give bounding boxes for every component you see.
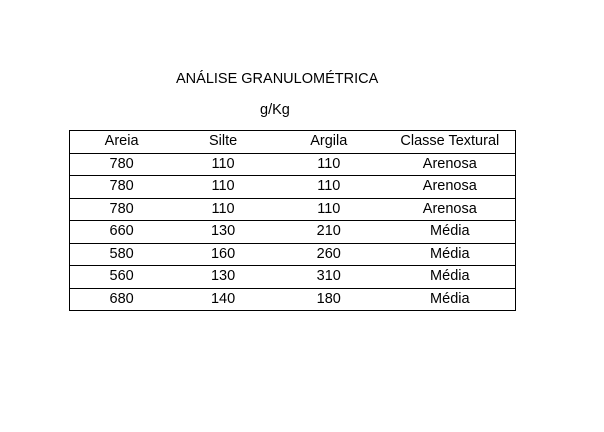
cell-silte: 110	[173, 176, 273, 199]
header-areia: Areia	[70, 131, 174, 154]
table-row	[70, 266, 516, 289]
cell-classe-textural: Arenosa	[385, 176, 516, 199]
cell-areia: 780	[70, 176, 174, 199]
cell-areia: 660	[70, 221, 174, 244]
cell-classe-textural: Média	[385, 221, 516, 244]
cell-silte: 110	[173, 153, 273, 176]
cell-argila: 180	[273, 288, 385, 311]
cell-areia: 580	[70, 243, 174, 266]
header-classe-textural: Classe Textural	[385, 131, 516, 154]
cell-argila: 310	[273, 266, 385, 289]
cell-argila: 210	[273, 221, 385, 244]
cell-areia: 560	[70, 266, 174, 289]
cell-argila: 110	[273, 176, 385, 199]
header-argila: Argila	[273, 131, 385, 154]
cell-classe-textural: Arenosa	[385, 153, 516, 176]
table-row	[70, 288, 516, 311]
cell-silte: 110	[173, 198, 273, 221]
cell-silte: 140	[173, 288, 273, 311]
cell-argila: 260	[273, 243, 385, 266]
table-row	[70, 153, 516, 176]
cell-argila: 110	[273, 153, 385, 176]
table-header-row	[70, 131, 516, 154]
cell-classe-textural: Arenosa	[385, 198, 516, 221]
document-title: ANÁLISE GRANULOMÉTRICA	[176, 71, 379, 87]
header-silte: Silte	[173, 131, 273, 154]
table-row	[70, 198, 516, 221]
table-row	[70, 176, 516, 199]
cell-argila: 110	[273, 198, 385, 221]
cell-areia: 780	[70, 153, 174, 176]
cell-silte: 130	[173, 266, 273, 289]
cell-classe-textural: Média	[385, 266, 516, 289]
unit-label: g/Kg	[260, 102, 290, 118]
table-row	[70, 221, 516, 244]
granulometry-table	[69, 130, 516, 311]
cell-areia: 680	[70, 288, 174, 311]
cell-areia: 780	[70, 198, 174, 221]
cell-classe-textural: Média	[385, 243, 516, 266]
cell-silte: 130	[173, 221, 273, 244]
cell-classe-textural: Média	[385, 288, 516, 311]
cell-silte: 160	[173, 243, 273, 266]
table-row	[70, 243, 516, 266]
